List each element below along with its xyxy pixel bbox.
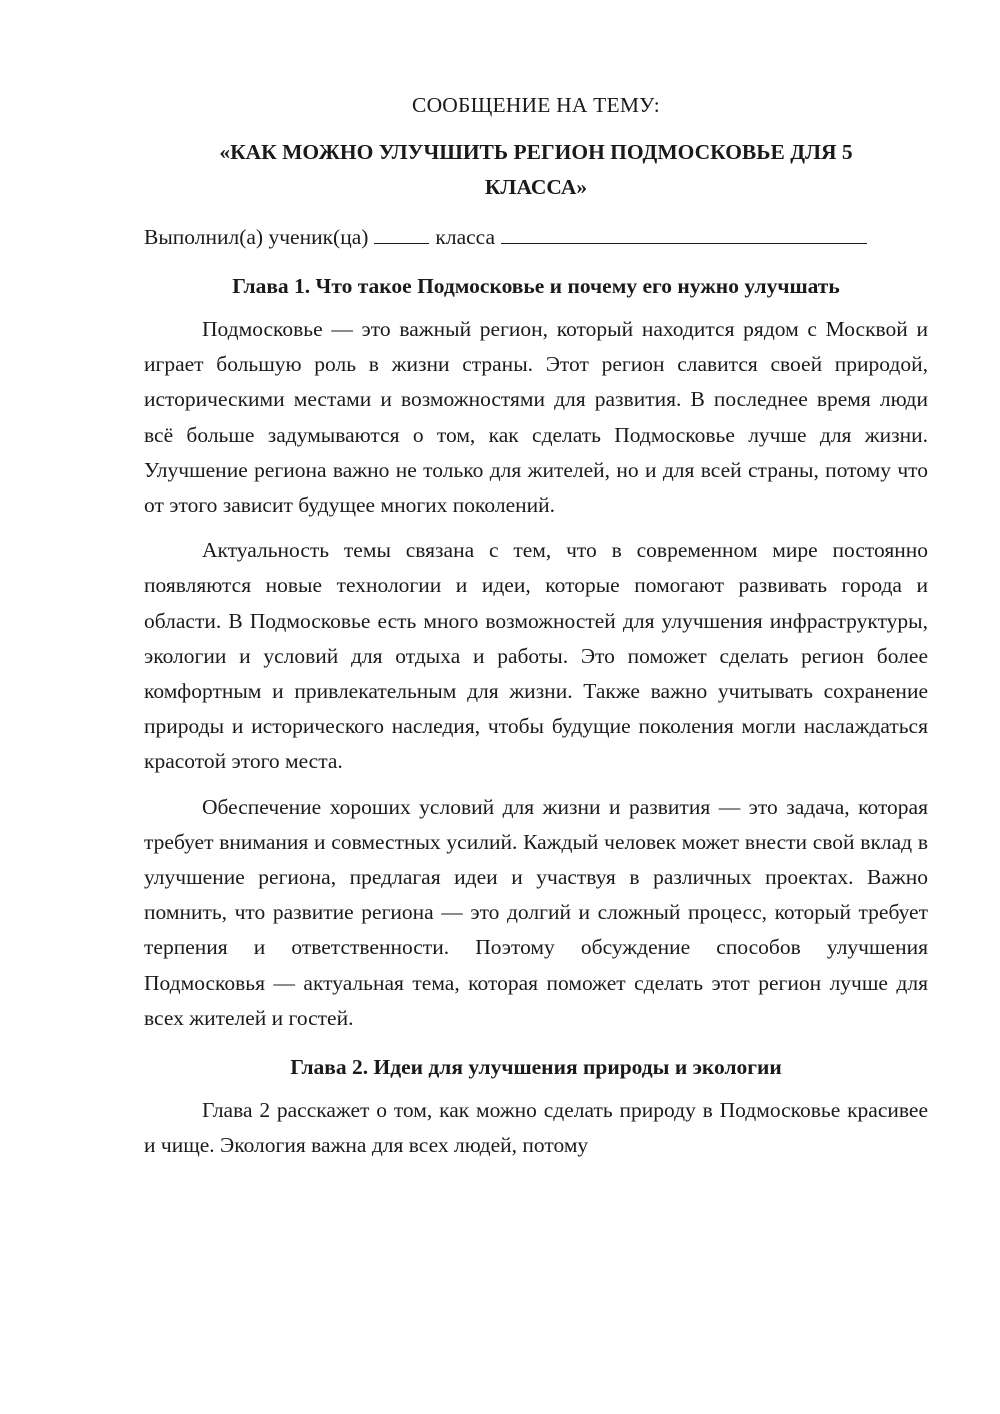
- document-page: [144, 88, 928, 1174]
- class-label: класса: [435, 224, 496, 249]
- chapter2-title: Глава 2. Идеи для улучшения природы и экологии: [290, 1055, 782, 1080]
- doc-type-heading: СООБЩЕНИЕ НА ТЕМУ:: [412, 93, 660, 117]
- name-blank: [501, 221, 867, 244]
- chapter2-paragraph-1: Глава 2 расскажет о том, как можно сделать природу в Подмосковье красивее и чище. Экология важна для всех людей, потому: [144, 1098, 928, 1158]
- chapter1-paragraph-3: Обеспечение хороших условий для жизни и развития — это задача, которая требует внимания и совместных усилий. Каждый человек может внести свой вклад в улучшение региона, предлагая идеи и участвуя в различных проектах. Важно помнить, что развитие региона — это долгий и сложный процесс, который требует терпения и ответственности. Поэтому обсуждение способов улучшения Подмосковья — актуальная тема, которая поможет сделать этот регион лучше для всех жителей и гостей.: [144, 794, 928, 1030]
- doc-title-line2: КЛАССА»: [484, 175, 588, 200]
- grade-blank: [374, 221, 429, 244]
- student-label: Выполнил(а) ученик(ца): [144, 224, 369, 249]
- chapter1-paragraph-2: Актуальность темы связана с тем, что в современном мире постоянно появляются новые технологии и идеи, которые помогают развивать города и области. В Подмосковье есть много возможностей для улучшения инфраструктуры, экологии и условий для отдыха и работы. Это поможет сделать регион более комфортным и привлекательным для жизни. Также важно учитывать сохранение природы и исторического наследия, чтобы будущие поколения могли наслаждаться красотой этого места.: [144, 538, 928, 774]
- doc-title-line1: «КАК МОЖНО УЛУЧШИТЬ РЕГИОН ПОДМОСКОВЬЕ ДЛЯ 5: [219, 140, 853, 165]
- chapter1-title: Глава 1. Что такое Подмосковье и почему его нужно улучшать: [232, 273, 840, 298]
- chapter1-paragraph-1: Подмосковье — это важный регион, который находится рядом с Москвой и играет большую роль в жизни страны. Этот регион славится своей природой, историческими местами и возможностями для развития. В последнее время люди всё больше задумываются о том, как сделать Подмосковье лучше для жизни. Улучшение региона важно не только для жителей, но и для всей страны, потому что от этого зависит будущее многих поколений.: [144, 317, 928, 518]
- student-line: [144, 220, 928, 255]
